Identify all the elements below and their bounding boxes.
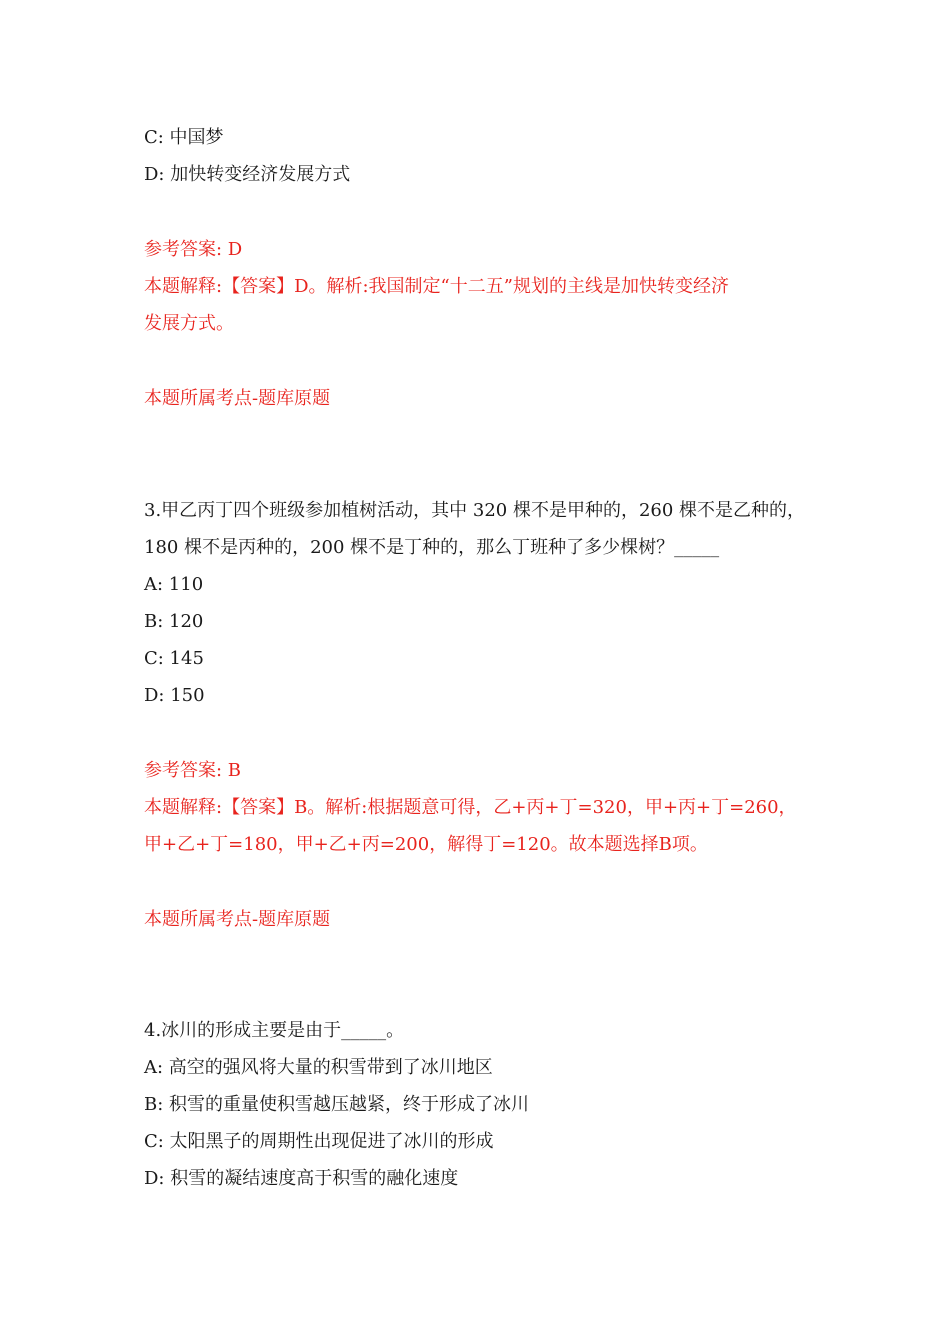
q4-option-c: C: 太阳黑子的周期性出现促进了冰川的形成 — [144, 1131, 494, 1152]
q4-option-d: D: 积雪的凝结速度高于积雪的融化速度 — [144, 1168, 459, 1189]
q3-option-a: A: 110 — [144, 574, 204, 595]
q4-option-a: A: 高空的强风将大量的积雪带到了冰川地区 — [144, 1057, 493, 1078]
q3-stem-line2: 180 棵不是丙种的，200 棵不是丁种的，那么丁班种了多少棵树？_____ — [144, 537, 720, 558]
q4-stem: 4.冰川的形成主要是由于_____。 — [144, 1020, 405, 1041]
q3-option-d: D: 150 — [144, 685, 205, 706]
q3-stem-line1: 3.甲乙丙丁四个班级参加植树活动，其中 320 棵不是甲种的，260 棵不是乙种的， — [144, 500, 806, 521]
q3-source: 本题所属考点-题库原题 — [144, 909, 331, 930]
q3-explanation-line2: 甲+乙+丁=180，甲+乙+丙=200，解得丁=120。故本题选择B项。 — [144, 834, 708, 855]
q3-option-c: C: 145 — [144, 648, 204, 669]
q2-explanation-line1: 本题解释:【答案】D。解析:我国制定“十二五”规划的主线是加快转变经济 — [144, 276, 729, 297]
q3-explanation-line1: 本题解释:【答案】B。解析:根据题意可得，乙+丙+丁=320，甲+丙+丁=260， — [144, 797, 797, 818]
q2-source: 本题所属考点-题库原题 — [144, 388, 331, 409]
q4-option-b: B: 积雪的重量使积雪越压越紧，终于形成了冰川 — [144, 1094, 530, 1115]
q2-option-c: C: 中国梦 — [144, 127, 224, 148]
q2-option-d: D: 加快转变经济发展方式 — [144, 164, 351, 185]
q3-option-b: B: 120 — [144, 611, 204, 632]
q2-answer: 参考答案: D — [144, 239, 243, 260]
q3-answer: 参考答案: B — [144, 760, 242, 781]
q2-explanation-line2: 发展方式。 — [144, 313, 234, 334]
